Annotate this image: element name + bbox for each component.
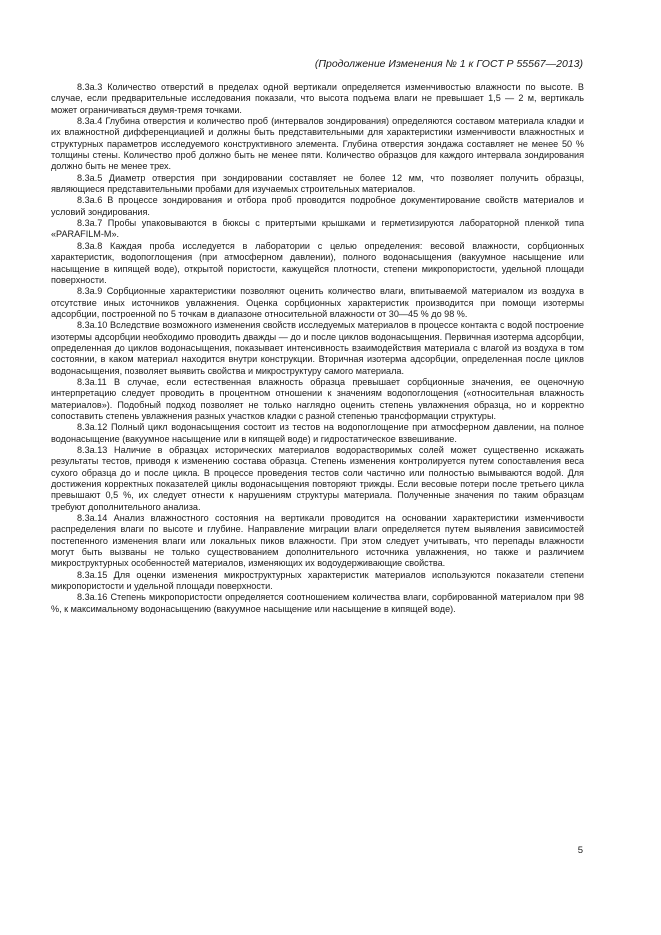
paragraph-8-3a-10: 8.3а.10 Вследствие возможного изменения свойств исследуемых материалов в процессе контакта с водой построение изотермы адсорбции необходимо проводить дважды — до и после циклов водонасыщения. Первичная изотерма адсорбции, определенная до циклов водонасыщения, показывает интенсивность взаимодействия материала с влагой из воздуха в том состоянии, в каком материал находится внутри конструкции. Вторичная изотерма адсорбции, определенная после циклов водонасыщения, позволяет выявить свойства и микроструктуру самого материала.: [51, 320, 584, 376]
paragraph-8-3a-8: 8.3а.8 Каждая проба исследуется в лаборатории с целью определения: весовой влажности, сорбционных характеристик, водопоглощения (при атмосферном давлении), полного водонасыщения (вакуумное насыщение или насыщение в кипящей воде), открытой пористости, кажущейся плотности, степени микропористости, удельной площади поверхности.: [51, 240, 584, 285]
paragraph-8-3a-13: 8.3а.13 Наличие в образцах исторических материалов водорастворимых солей может существенно искажать результаты тестов, приводя к изменению состава образца. Степень изменения контролируется путем сопоставления веса сухого образца до и после цикла. В процессе проведения тестов соли частично или полностью вымываются водой. Для достижения корректных показателей циклы водонасыщения повторяют трижды. Если весовые потери после третьего цикла превышают 0,5 %, их следует отнести к нарушениям структуры материала. Полученные значения по таким образцам требуют дополнительного анализа.: [51, 445, 584, 512]
paragraph-8-3a-5: 8.3а.5 Диаметр отверстия при зондировании составляет не более 12 мм, что позволяет получить образцы, являющиеся представительными пробами для изучаемых строительных материалов.: [51, 172, 584, 195]
paragraph-8-3a-14: 8.3а.14 Анализ влажностного состояния на вертикали проводится на основании характеристики изменчивости распределения влаги по высоте и глубине. Направление миграции влаги определяется путем выявления зависимостей постепенного изменения влаги или локальных пиков влажности. При этом следует учитывать, что перепады влажности могут быть вызваны не только существованием дополнительного источника увлажнения, но также и различием микроструктурных особенностей материалов, изменяющих их водоудерживающие свойства.: [51, 513, 584, 569]
paragraph-8-3a-15: 8.3а.15 Для оценки изменения микроструктурных характеристик материалов используются показатели степени микропористости и удельной площади поверхности.: [51, 569, 584, 592]
document-body: [51, 82, 584, 615]
page-number: 5: [577, 845, 583, 856]
paragraph-8-3a-3: 8.3а.3 Количество отверстий в пределах одной вертикали определяется изменчивостью влажности по высоте. В случае, если предварительные исследования показали, что высота подъема влаги не превышает 1,5 — 2 м, вертикаль может ограничиваться двумя-тремя точками.: [51, 82, 584, 115]
continuation-header: (Продолжение Изменения № 1 к ГОСТ Р 55567—2013): [314, 58, 583, 70]
paragraph-8-3a-6: 8.3а.6 В процессе зондирования и отбора проб проводится подробное документирование свойств материалов и условий зондирования.: [51, 195, 584, 217]
paragraph-8-3a-9: 8.3а.9 Сорбционные характеристики позволяют оценить количество влаги, впитываемой материалом из воздуха в отсутствие иных источников увлажнения. Оценка сорбционных характеристик производится при помощи изотермы адсорбции, построенной по 5 точкам в диапазоне относительной влажности от 30—45 % до 98 %.: [51, 286, 584, 319]
paragraph-8-3a-7: 8.3а.7 Пробы упаковываются в бюксы с притертыми крышками и герметизируются лабораторной пленкой типа «PARAFILM-M».: [51, 218, 584, 240]
paragraph-8-3a-4: 8.3а.4 Глубина отверстия и количество проб (интервалов зондирования) определяются составом материала кладки и их влажностной дифференциацией и должны быть представительными для характеристики изменчивости влажностных и структурных параметров исследуемого конструктивного элемента. Глубина отверстия зондажа составляет не менее 50 % толщины стены. Количество проб должно быть не менее пяти. Количество образцов для каждого интервала зондирования должно быть не менее трех.: [51, 116, 584, 172]
paragraph-8-3a-16: 8.3а.16 Степень микропористости определяется соотношением количества влаги, сорбированной материалом при 98 %, к максимальному водонасыщению (вакуумное насыщение или насыщение в кипящей воде).: [51, 592, 584, 614]
paragraph-8-3a-12: 8.3а.12 Полный цикл водонасыщения состоит из тестов на водопоглощение при атмосферном давлении, на полное водонасыщение (вакуумное насыщение или в кипящей воде) и гидростатическое взвешивание.: [51, 422, 584, 444]
paragraph-8-3a-11: 8.3а.11 В случае, если естественная влажность образца превышает сорбционные значения, ее оценочную интерпретацию следует проводить в процентном отношении к значениям водопоглощения («относительная влажность материалов»). Подобный подход позволяет не только наглядно оценить степень увлажнения образца, но и корректно сопоставить степень увлажнения разных участков кладки с разной степенью трансформации структуры.: [51, 376, 584, 421]
